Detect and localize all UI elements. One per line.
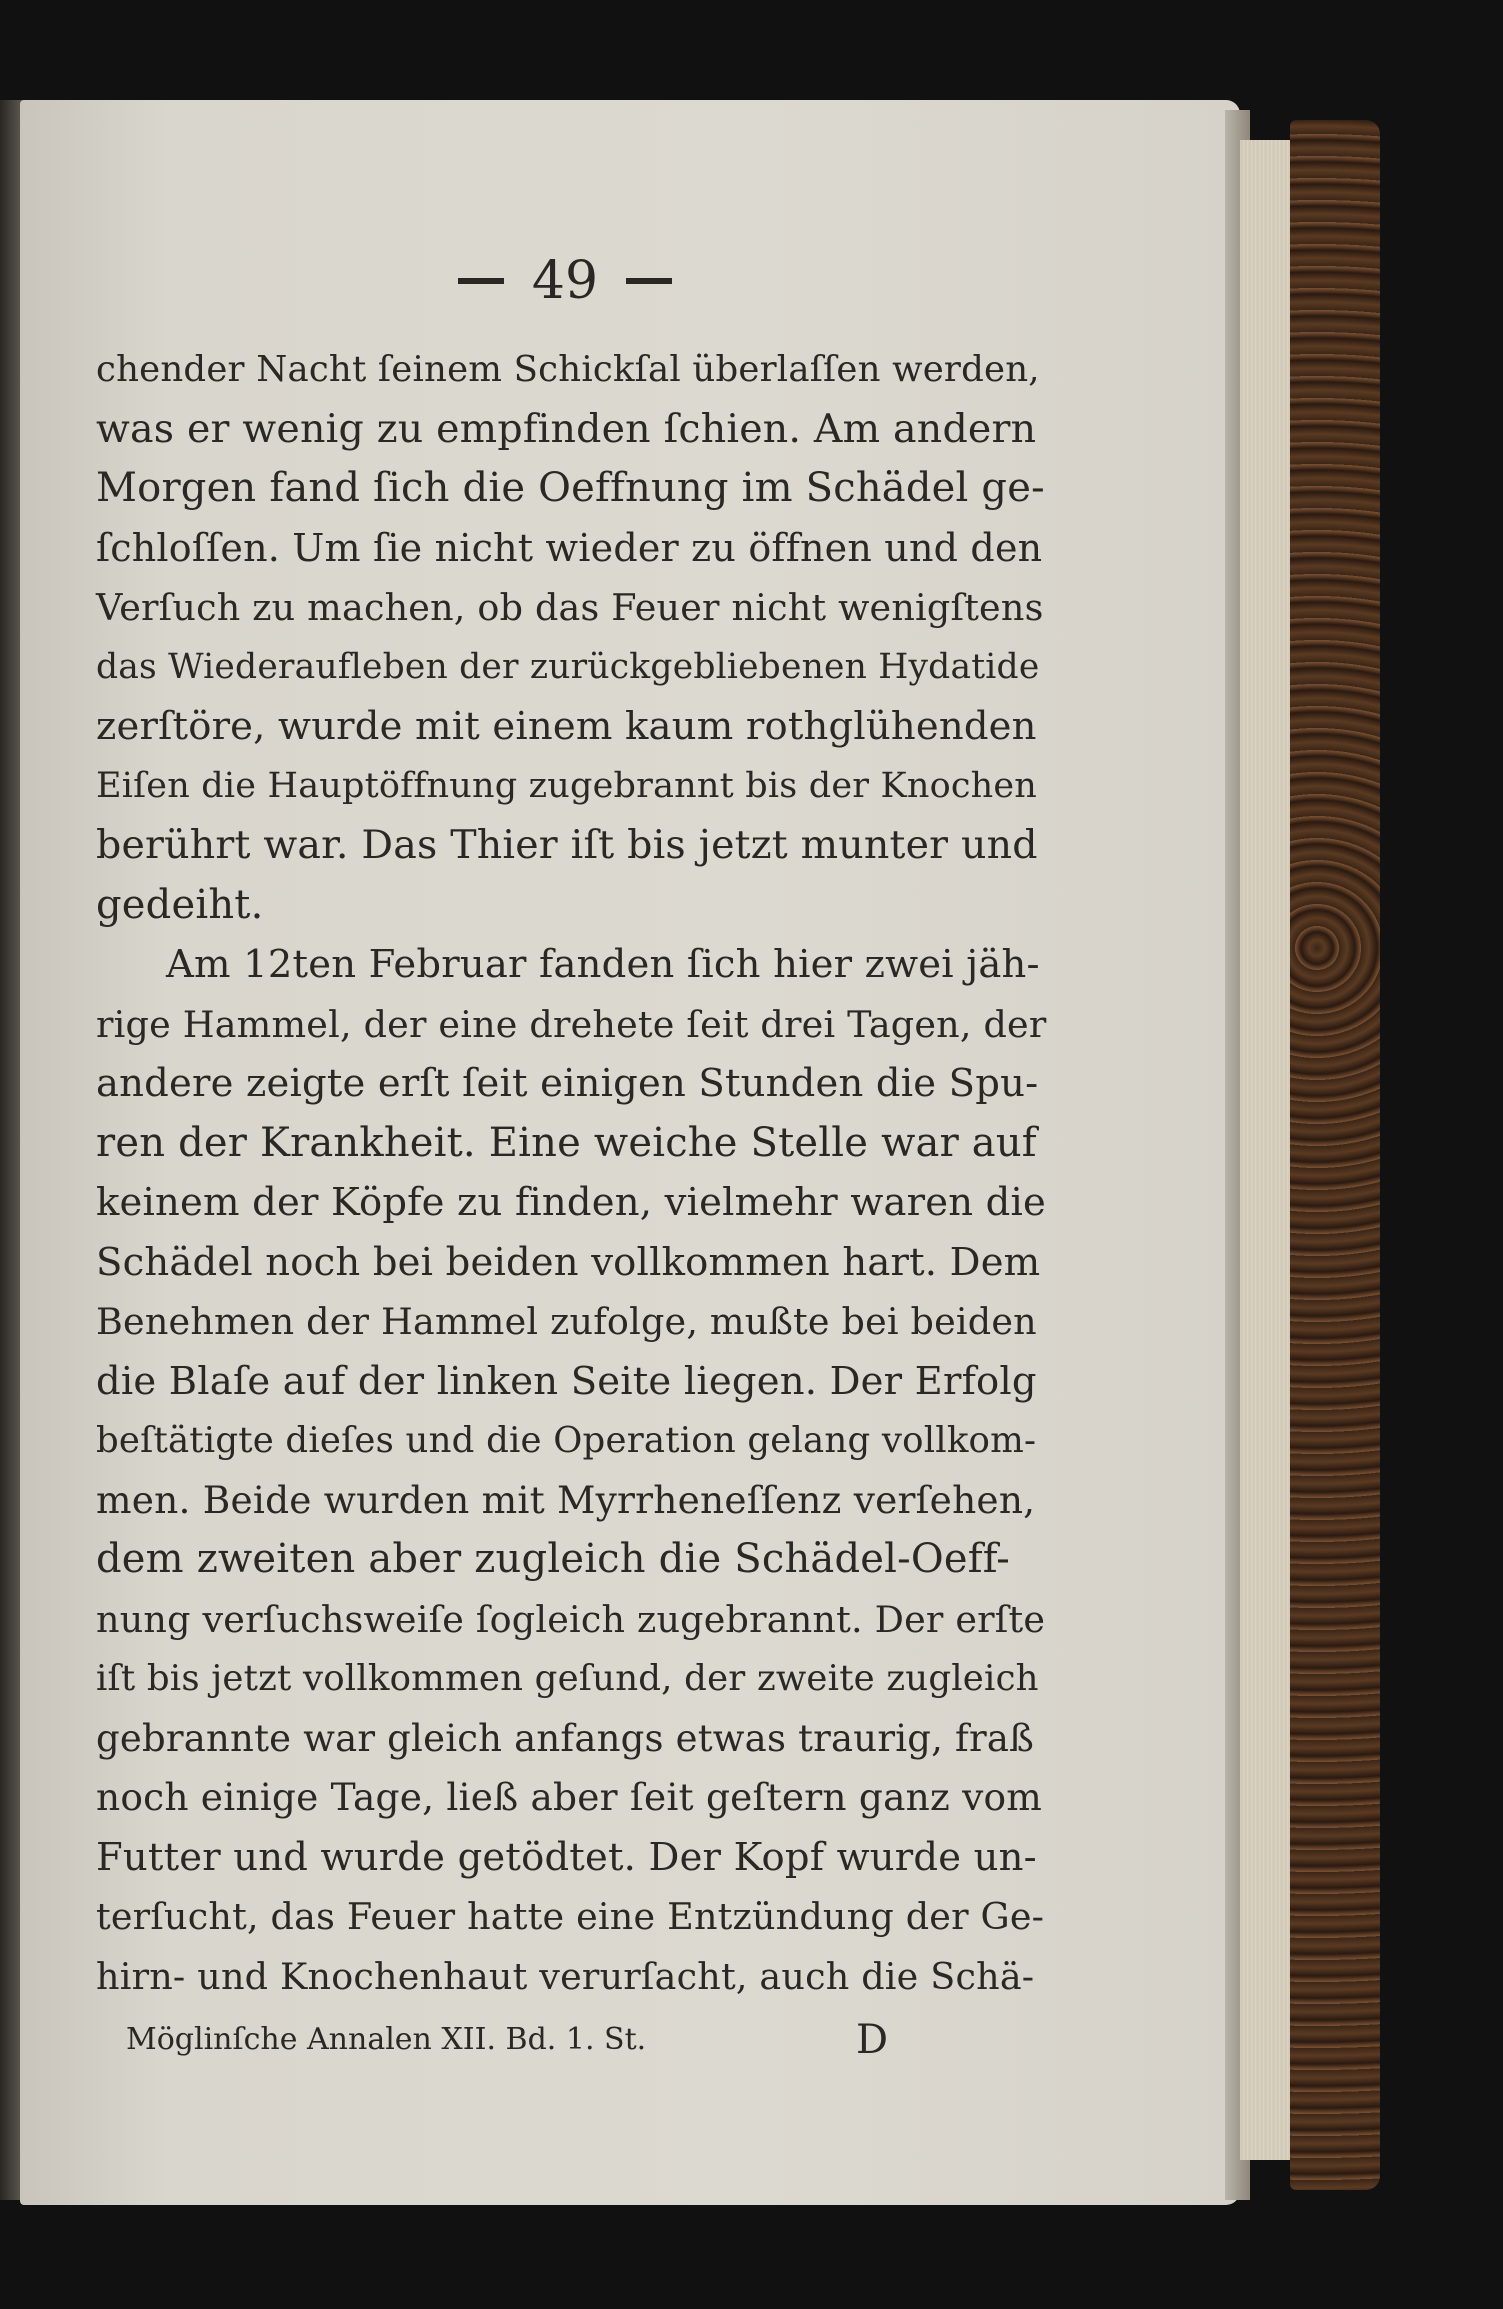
right-dash (626, 278, 672, 284)
text-line: chender Nacht ſeinem Schickſal überlaſſen werden, (96, 349, 1040, 390)
text-line: gedeiht. (96, 881, 264, 928)
text-line: noch einige Tage, ließ aber ſeit geſtern ganz vom (96, 1775, 1042, 1819)
text-line: andere zeigte erſt ſeit einigen Stunden die Spu- (96, 1061, 1039, 1106)
text-line: rige Hammel, der eine drehete ſeit drei Tagen, der (96, 1002, 1047, 1046)
text-line: Schädel noch bei beiden vollkommen hart. Dem (96, 1239, 1041, 1285)
text-line: Morgen fand ſich die Oeffnung im Schädel ge- (96, 465, 1045, 511)
text-line: Futter und wurde getödtet. Der Kopf wurde un- (96, 1834, 1037, 1880)
text-block-edge (1240, 140, 1295, 2160)
body-text (96, 340, 1046, 2006)
running-head (415, 246, 715, 316)
text-line: ſchloſſen. Um ſie nicht wieder zu öffnen und den (96, 525, 1043, 570)
text-line: berührt war. Das Thier iſt bis jetzt munter und (96, 822, 1038, 868)
text-line: zerſtöre, wurde mit einem kaum rothglühenden (96, 704, 1037, 749)
signature-mark: D (856, 2017, 889, 2063)
text-line: beſtätigte dieſes und die Operation gelang vollkom- (96, 1420, 1037, 1461)
text-line: nung verſuchsweiſe ſogleich zugebrannt. Der erſte (96, 1597, 1046, 1641)
text-line: ren der Krankheit. Eine weiche Stelle war auf (96, 1119, 1037, 1166)
text-line: Verſuch zu machen, ob das Feuer nicht wenigſtens (96, 586, 1044, 629)
text-line: das Wiederaufleben der zurückgebliebenen Hydatide (96, 646, 1040, 687)
text-line: men. Beide wurden mit Myrrheneſſenz verſehen, (96, 1477, 1036, 1522)
text-line: was er wenig zu empfinden ſchien. Am andern (96, 405, 1037, 452)
marbled-cover (1290, 120, 1380, 2190)
text-line: keinem der Köpfe zu finden, vielmehr waren die (96, 1180, 1046, 1225)
left-dash (458, 278, 504, 284)
text-line: die Blaſe auf der linken Seite liegen. Der Erfolg (96, 1358, 1037, 1404)
text-line: Eiſen die Hauptöffnung zugebrannt bis der Knochen (96, 765, 1038, 806)
text-line: gebrannte war gleich anfangs etwas traurig, fraß (96, 1716, 1035, 1760)
page-number: 49 (531, 251, 599, 311)
text-line: hirn- und Knochenhaut verurſacht, auch die Schä- (96, 1954, 1035, 1998)
page-footer (126, 2010, 946, 2070)
text-line: dem zweiten aber zugleich die Schädel-Oeff- (96, 1536, 1011, 1582)
text-line: Am 12ten Februar fanden ſich hier zwei jäh- (166, 942, 1040, 987)
signature-line: Möglinſche Annalen XII. Bd. 1. St. (126, 2022, 647, 2057)
text-line: terſucht, das Feuer hatte eine Entzündung der Ge- (96, 1895, 1045, 1938)
text-line: Benehmen der Hammel zufolge, mußte bei beiden (96, 1300, 1037, 1343)
text-line: iſt bis jetzt vollkommen geſund, der zweite zugleich (96, 1658, 1039, 1699)
